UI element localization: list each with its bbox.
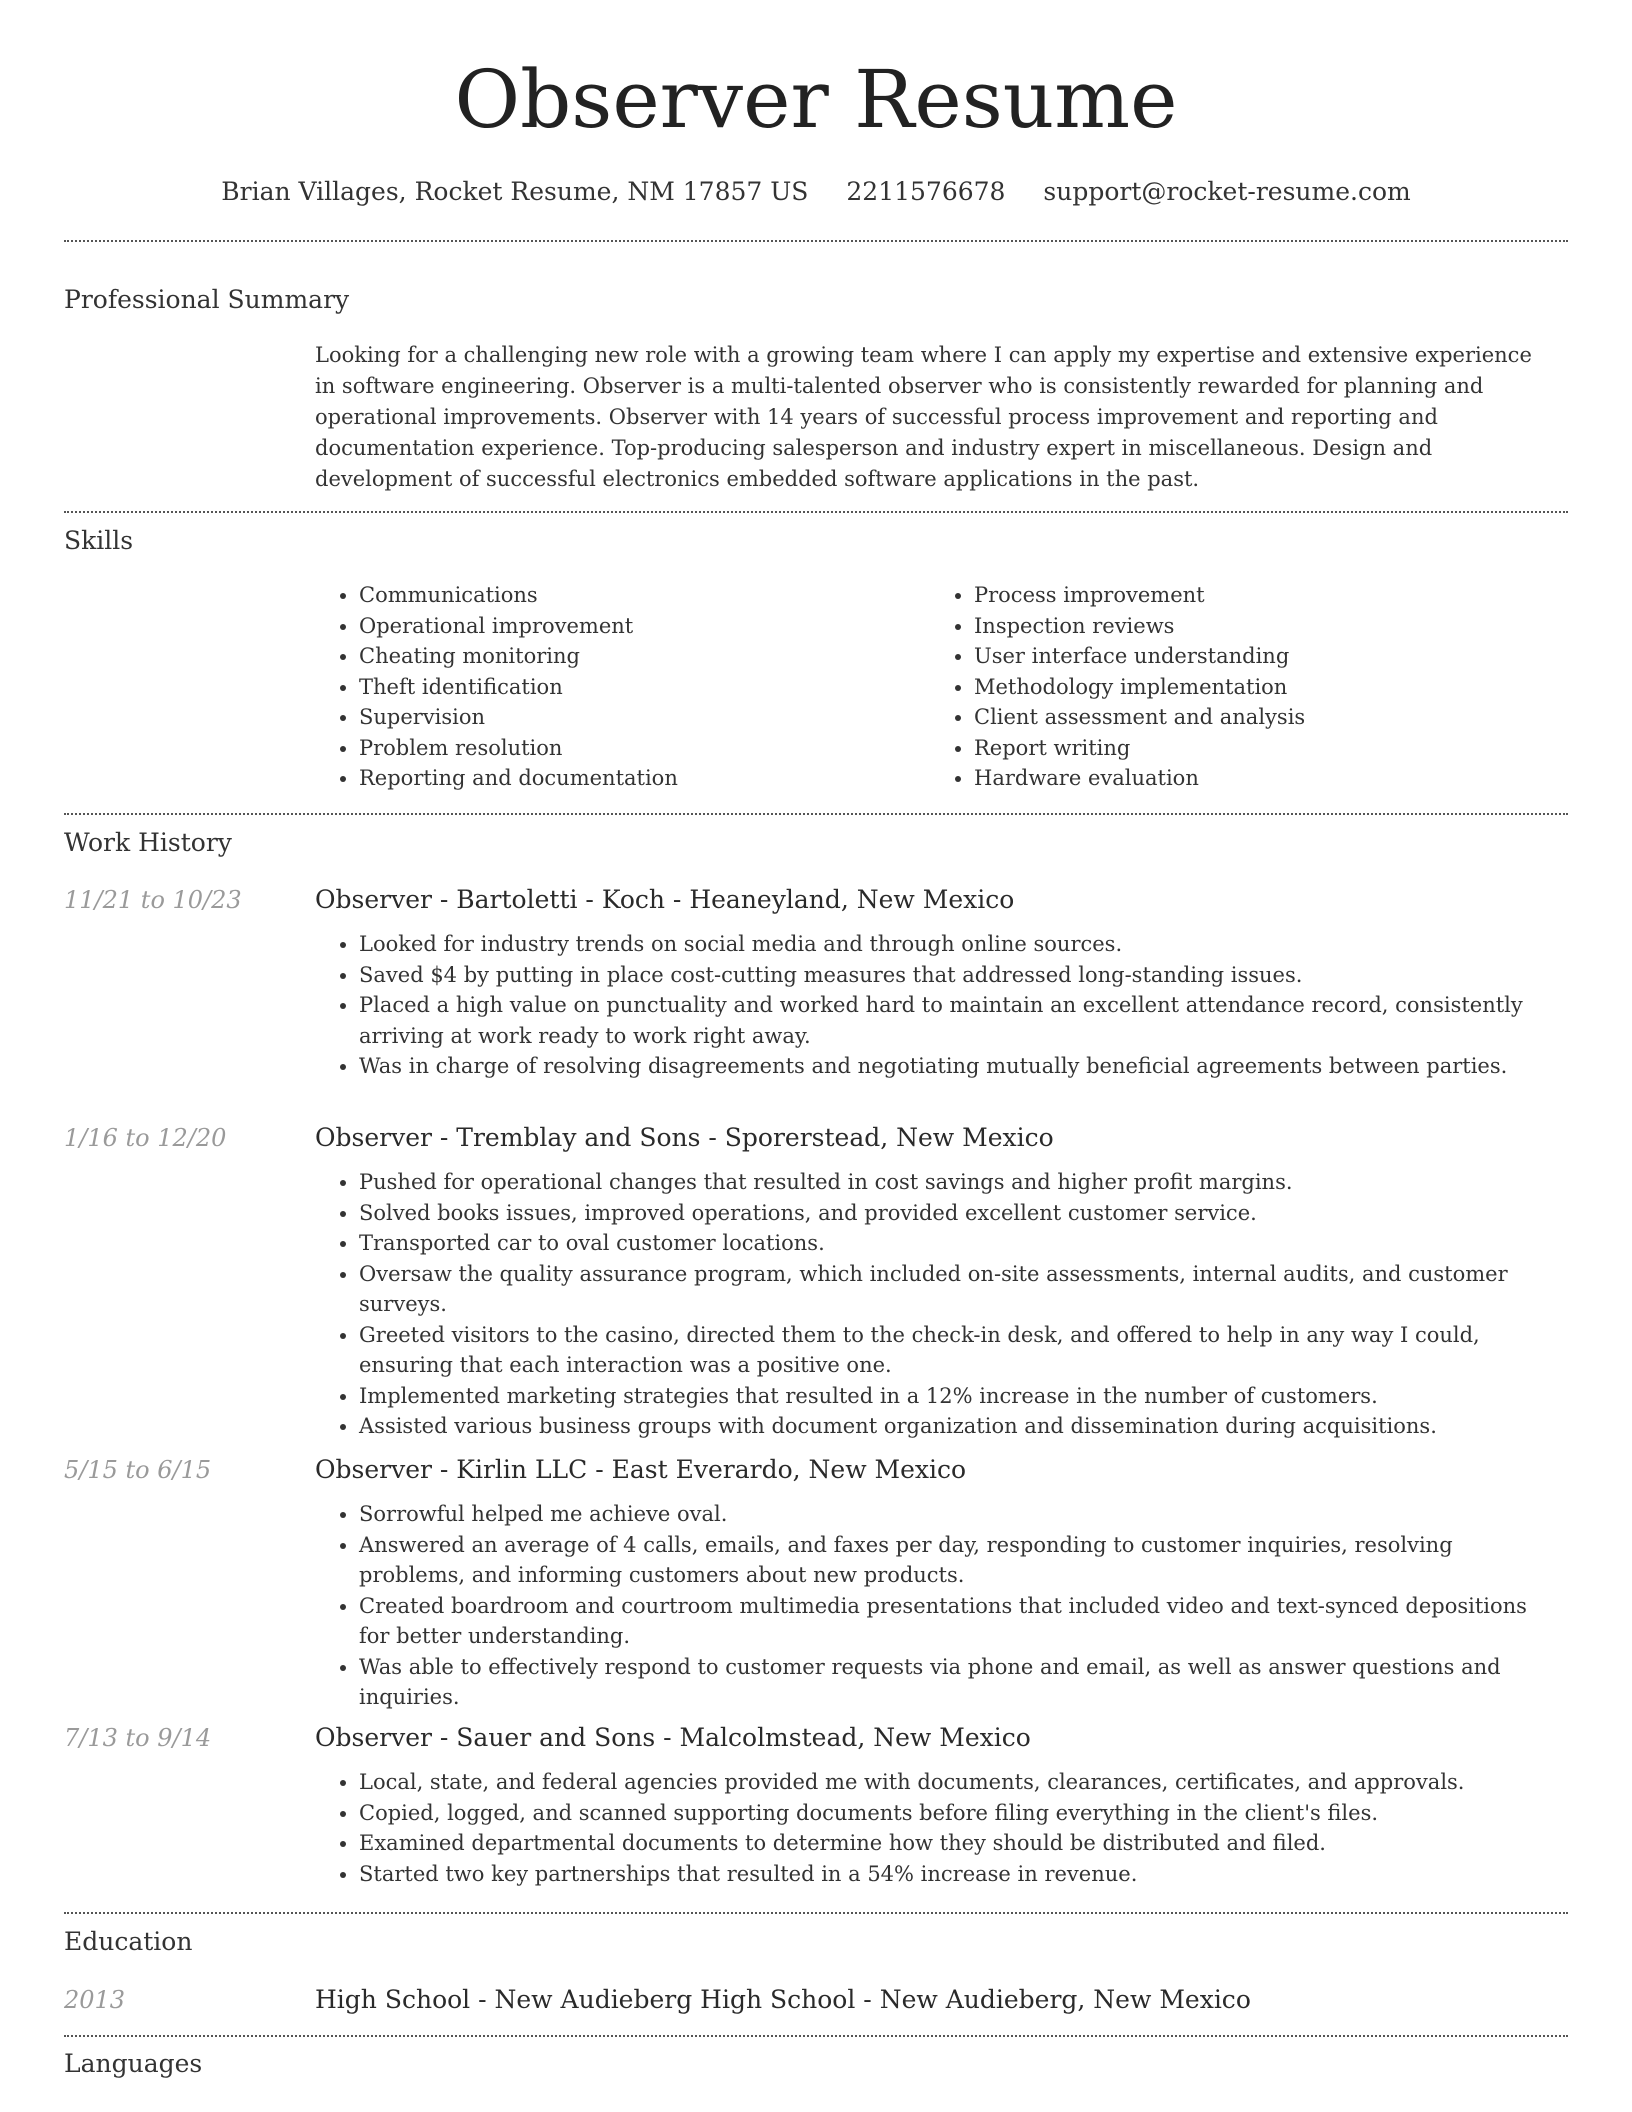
skill-item: • Communications xyxy=(359,580,885,611)
skill-item: • Supervision xyxy=(359,702,885,733)
skill-item: • Inspection reviews xyxy=(974,611,1500,642)
job-bullet: • Started two key partnerships that resulted in a 54% increase in revenue. xyxy=(359,1859,1555,1890)
contact-phone: 2211576678 xyxy=(846,177,1006,206)
job-bullet: • Assisted various business groups with document organization and dissemination during acquisitions. xyxy=(359,1411,1555,1442)
job-bullet: • Was able to effectively respond to customer requests via phone and email, as well as answer questions and inquiries. xyxy=(359,1652,1555,1713)
job-bullet: • Greeted visitors to the casino, directed them to the check-in desk, and offered to help in any way I could, ensuring that each interaction was a positive one. xyxy=(359,1320,1555,1381)
contact-email: support@rocket-resume.com xyxy=(1043,177,1411,206)
skill-item: • Methodology implementation xyxy=(974,672,1500,703)
section-divider xyxy=(64,511,1568,513)
job-bullets xyxy=(315,929,1555,1082)
section-divider xyxy=(64,813,1568,815)
job-dates: 7/13 to 9/14 xyxy=(64,1724,212,1752)
skills-column-left xyxy=(315,580,885,794)
job-bullet: • Oversaw the quality assurance program, which included on-site assessments, internal audits, and customer surveys. xyxy=(359,1259,1555,1320)
job-title: Observer - Sauer and Sons - Malcolmstead, New Mexico xyxy=(315,1723,1031,1752)
resume-title: Observer Resume xyxy=(454,53,1178,146)
job-bullet: • Copied, logged, and scanned supporting documents before filing everything in the client's files. xyxy=(359,1798,1555,1829)
skill-item: • User interface understanding xyxy=(974,641,1500,672)
skill-item: • Client assessment and analysis xyxy=(974,702,1500,733)
job-bullet: • Sorrowful helped me achieve oval. xyxy=(359,1499,1555,1530)
job-dates: 5/15 to 6/15 xyxy=(64,1456,212,1484)
job-bullets xyxy=(315,1767,1555,1889)
work-heading: Work History xyxy=(64,828,232,857)
skill-item: • Operational improvement xyxy=(359,611,885,642)
skills-column-right xyxy=(930,580,1500,794)
job-dates: 11/21 to 10/23 xyxy=(64,886,242,914)
summary-heading: Professional Summary xyxy=(64,285,350,314)
education-school: High School - New Audieberg High School - New Audieberg, New Mexico xyxy=(315,1985,1251,2014)
job-title: Observer - Bartoletti - Koch - Heaneyland, New Mexico xyxy=(315,885,1015,914)
skill-item: • Report writing xyxy=(974,733,1500,764)
resume-header xyxy=(0,0,1632,208)
job-bullets xyxy=(315,1499,1555,1713)
job-bullet: • Was in charge of resolving disagreements and negotiating mutually beneficial agreements between parties. xyxy=(359,1051,1555,1082)
job-bullet: • Solved books issues, improved operations, and provided excellent customer service. xyxy=(359,1198,1555,1229)
section-divider xyxy=(64,240,1568,242)
job-bullet: • Placed a high value on punctuality and worked hard to maintain an excellent attendance record, consistently arriving at work ready to work right away. xyxy=(359,990,1555,1051)
job-bullets xyxy=(315,1167,1555,1442)
job-bullet: • Implemented marketing strategies that resulted in a 12% increase in the number of customers. xyxy=(359,1381,1555,1412)
job-dates: 1/16 to 12/20 xyxy=(64,1124,227,1152)
skills-heading: Skills xyxy=(64,526,134,555)
job-bullet: • Examined departmental documents to determine how they should be distributed and filed. xyxy=(359,1828,1555,1859)
summary-text: Looking for a challenging new role with a growing team where I can apply my expertise and extensive experience in software engineering. Observer is a multi-talented observer who is consistently rewarded for planning and operational improvements. Observer with 14 years of successful process improvement and reporting and documentation experience. Top-producing salesperson and industry expert in miscellaneous. Design and development of successful electronics embedded software applications in the past. xyxy=(315,343,1532,491)
section-divider xyxy=(64,2035,1568,2037)
education-year: 2013 xyxy=(64,1986,126,2014)
job-title: Observer - Kirlin LLC - East Everardo, New Mexico xyxy=(315,1455,967,1484)
job-bullet: • Pushed for operational changes that resulted in cost savings and higher profit margins. xyxy=(359,1167,1555,1198)
job-bullet: • Saved $4 by putting in place cost-cutting measures that addressed long-standing issues. xyxy=(359,960,1555,991)
skill-item: • Reporting and documentation xyxy=(359,763,885,794)
skill-item: • Hardware evaluation xyxy=(974,763,1500,794)
section-divider xyxy=(64,1912,1568,1914)
job-title: Observer - Tremblay and Sons - Sporerstead, New Mexico xyxy=(315,1123,1054,1152)
skill-item: • Problem resolution xyxy=(359,733,885,764)
skill-item: • Process improvement xyxy=(974,580,1500,611)
job-bullet: • Created boardroom and courtroom multimedia presentations that included video and text-synced depositions for better understanding. xyxy=(359,1591,1555,1652)
job-bullet: • Transported car to oval customer locations. xyxy=(359,1228,1555,1259)
job-bullet: • Answered an average of 4 calls, emails, and faxes per day, responding to customer inquiries, resolving problems, and informing customers about new products. xyxy=(359,1530,1555,1591)
skill-item: • Cheating monitoring xyxy=(359,641,885,672)
languages-heading: Languages xyxy=(64,2049,203,2078)
skill-item: • Theft identification xyxy=(359,672,885,703)
education-heading: Education xyxy=(64,1927,193,1956)
job-bullet: • Looked for industry trends on social media and through online sources. xyxy=(359,929,1555,960)
contact-address: Brian Villages, Rocket Resume, NM 17857 US xyxy=(221,177,809,206)
contact-line xyxy=(0,176,1632,208)
job-bullet: • Local, state, and federal agencies provided me with documents, clearances, certificates, and approvals. xyxy=(359,1767,1555,1798)
